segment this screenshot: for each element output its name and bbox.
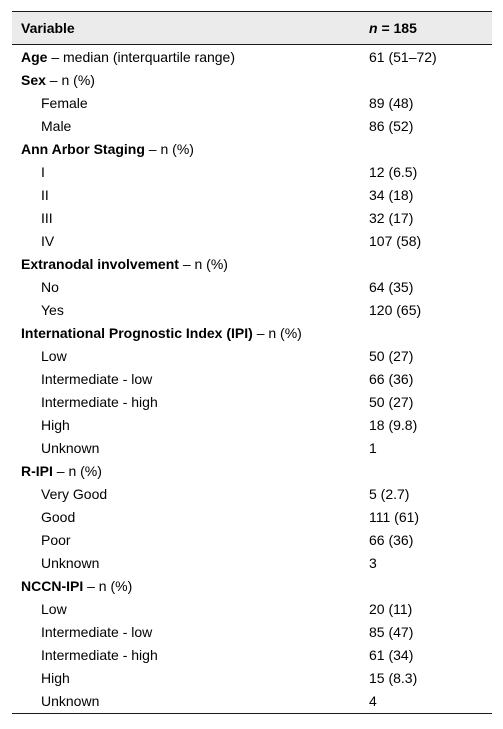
section-row [12, 460, 492, 483]
table-row [12, 621, 492, 644]
section-label-bold: NCCN-IPI [21, 578, 84, 594]
row-label: Male [41, 118, 72, 134]
row-value: 12 (6.5) [369, 164, 418, 180]
section-label [21, 138, 194, 161]
section-label [21, 69, 95, 92]
section-label-suffix: – n (%) [83, 578, 133, 594]
header-variable: Variable [21, 20, 75, 36]
row-label: Unknown [41, 555, 100, 571]
table-header [12, 11, 492, 45]
row-label: Intermediate - low [41, 371, 153, 387]
section-label [21, 460, 102, 483]
table-body [12, 45, 492, 714]
row-label: No [41, 279, 59, 295]
row-value: 32 (17) [369, 210, 414, 226]
section-label-suffix: – median (interquartile range) [47, 49, 235, 65]
table-row [12, 529, 492, 552]
table-row [12, 368, 492, 391]
section-row [12, 575, 492, 598]
table-row [12, 391, 492, 414]
row-value: 66 (36) [369, 532, 414, 548]
row-value: 89 (48) [369, 95, 414, 111]
row-value: 18 (9.8) [369, 417, 418, 433]
row-value: 5 (2.7) [369, 486, 410, 502]
row-label: Low [41, 601, 67, 617]
row-value: 34 (18) [369, 187, 414, 203]
table-row [12, 667, 492, 690]
row-label: IV [41, 233, 55, 249]
section-label-suffix: – n (%) [144, 141, 194, 157]
row-value: 61 (51–72) [369, 49, 437, 65]
row-value: 86 (52) [369, 118, 414, 134]
row-value: 111 (61) [369, 509, 420, 525]
row-label: Unknown [41, 693, 100, 709]
header-n [369, 20, 417, 36]
row-value: 20 (11) [369, 601, 413, 617]
table-row [12, 552, 492, 575]
table-row [12, 184, 492, 207]
section-label-suffix: – n (%) [178, 256, 228, 272]
row-label: Intermediate - low [41, 624, 153, 640]
header-n-symbol: n [369, 20, 378, 36]
table-row [12, 437, 492, 460]
row-value: 50 (27) [369, 348, 414, 364]
section-row [12, 138, 492, 161]
table-row [12, 644, 492, 667]
table-row [12, 345, 492, 368]
row-label: Poor [41, 532, 71, 548]
section-label [21, 575, 132, 598]
table-row [12, 207, 492, 230]
table-row [12, 299, 492, 322]
header-n-value: = 185 [377, 20, 417, 36]
section-label-bold: R-IPI [21, 463, 53, 479]
section-label-bold: Ann Arbor Staging [21, 141, 145, 157]
row-label: Low [41, 348, 67, 364]
row-label: Intermediate - high [41, 394, 158, 410]
row-label: III [41, 210, 53, 226]
row-value: 4 [369, 693, 377, 709]
section-row [12, 322, 492, 345]
row-value: 120 (65) [369, 302, 422, 318]
table-row [12, 161, 492, 184]
table-row [12, 230, 492, 253]
table-row [12, 483, 492, 506]
row-label: I [41, 164, 45, 180]
table-row [12, 414, 492, 437]
row-label: Unknown [41, 440, 100, 456]
row-label: High [41, 670, 70, 686]
section-row [12, 46, 492, 69]
section-label-suffix: – n (%) [45, 72, 95, 88]
section-label-suffix: – n (%) [252, 325, 302, 341]
table-row [12, 115, 492, 138]
row-label: High [41, 417, 70, 433]
section-row [12, 69, 492, 92]
row-label: Female [41, 95, 88, 111]
row-value: 15 (8.3) [369, 670, 418, 686]
table-row [12, 276, 492, 299]
table-row [12, 506, 492, 529]
section-label [21, 322, 302, 345]
section-label [21, 46, 235, 69]
characteristics-table [12, 11, 492, 714]
section-label-bold: Age [21, 49, 48, 65]
row-label: Yes [41, 302, 64, 318]
section-label-bold: International Prognostic Index (IPI) [21, 325, 253, 341]
section-label-suffix: – n (%) [52, 463, 102, 479]
row-value: 1 [369, 440, 377, 456]
row-label: Very Good [41, 486, 108, 502]
row-label: Intermediate - high [41, 647, 158, 663]
section-label-bold: Extranodal involvement [21, 256, 179, 272]
row-value: 64 (35) [369, 279, 414, 295]
section-label [21, 253, 228, 276]
row-value: 61 (34) [369, 647, 414, 663]
section-row [12, 253, 492, 276]
table-row [12, 598, 492, 621]
table-row [12, 92, 492, 115]
row-label: II [41, 187, 49, 203]
row-label: Good [41, 509, 76, 525]
table-row [12, 690, 492, 713]
row-value: 107 (58) [369, 233, 422, 249]
row-value: 66 (36) [369, 371, 414, 387]
row-value: 3 [369, 555, 377, 571]
row-value: 85 (47) [369, 624, 414, 640]
section-label-bold: Sex [21, 72, 46, 88]
row-value: 50 (27) [369, 394, 414, 410]
